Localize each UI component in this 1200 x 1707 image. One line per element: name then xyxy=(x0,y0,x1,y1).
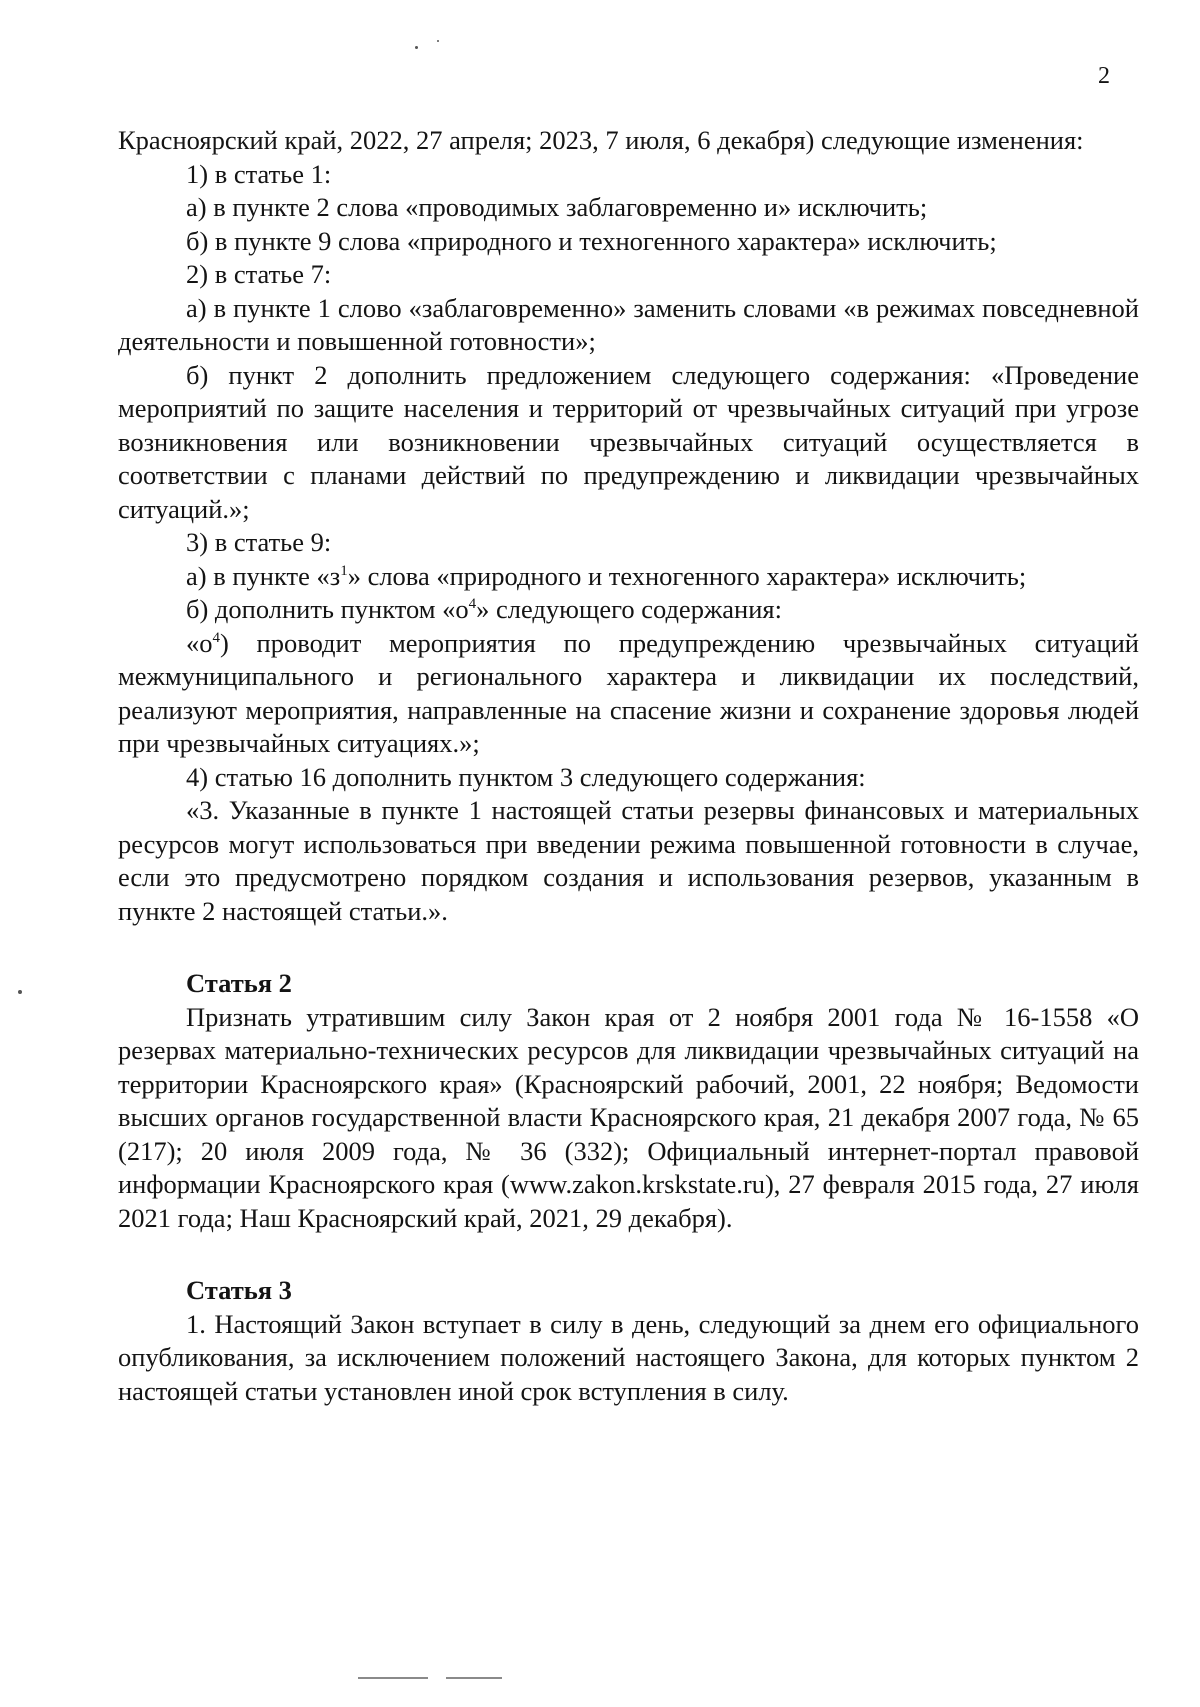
quote-o4: «$о^4$) проводит мероприятия по предупреждению чрезвычайных ситуаций межмуниципального и регионального характера и ликвидации их последствий, реализуют мероприятия, направленные на спасение жизни и сохранение здоровья людей при чрезвычайных ситуациях.»; xyxy=(118,627,1139,758)
article3-heading: Статья 3 xyxy=(186,1275,292,1305)
scan-speck xyxy=(437,40,439,42)
footer-rule xyxy=(446,1677,502,1679)
section-gap xyxy=(118,928,1139,967)
item-4: 4) статью 16 дополнить пунктом 3 следующего содержания: xyxy=(186,761,866,792)
item-3: 3) в статье 9: xyxy=(186,527,332,557)
page-number: 2 xyxy=(1098,63,1110,89)
item-2: 2) в статье 7: xyxy=(186,259,332,289)
document-body xyxy=(118,124,1139,1408)
item-2a: а) в пункте 1 слово «заблаговременно» заменить словами «в режимах повседневной деятельности и повышенной готовности»; xyxy=(118,292,1139,356)
footer-rule xyxy=(358,1677,428,1679)
item-3b: б) дополнить пунктом «$о^4$» следующего содержания: xyxy=(186,594,782,624)
item-2b: б) пункт 2 дополнить предложением следующего содержания: «Проведение мероприятий по защите населения и территорий от чрезвычайных ситуаций при угрозе возникновения или возникновении чрезвычайных ситуаций осуществляется в соответствии с планами действий по предупреждению и ликвидации чрезвычайных ситуаций.»; xyxy=(118,359,1139,524)
article2-heading: Статья 2 xyxy=(186,968,292,998)
item-3a: а) в пункте «$з^1$» слова «природного и техногенного характера» исключить; xyxy=(186,560,1027,591)
article1-lead: Красноярский край, 2022, 27 апреля; 2023, 7 июля, 6 декабря) следующие изменения: xyxy=(118,125,1084,155)
article2-text: Признать утратившим силу Закон края от 2 ноября 2001 года № 16-1558 «О резервах материально-технических ресурсов для ликвидации чрезвычайных ситуаций на территории Красноярского края» (Красноярский рабочий, 2001, 22 ноября; Ведомости высших органов государственной власти Красноярского края, 21 декабря 2007 года, № 65 (217); 20 июля 2009 года, № 36 (332); Официальный интернет-портал правовой информации Красноярского края (www.zakon.krskstate.ru), 27 февраля 2015 года, 27 июля 2021 года; Наш Красноярский край, 2021, 29 декабря). xyxy=(118,1001,1139,1233)
section-gap xyxy=(118,1235,1139,1274)
scan-speck xyxy=(415,46,418,49)
article3-text: 1. Настоящий Закон вступает в силу в день, следующий за днем его официального опубликования, за исключением положений настоящего Закона, для которых пунктом 2 настоящей статьи установлен иной срок вступления в силу. xyxy=(118,1308,1139,1406)
item-1b: б) в пункте 9 слова «природного и техногенного характера» исключить; xyxy=(186,225,997,256)
scan-speck xyxy=(18,990,22,994)
item-1a: а) в пункте 2 слова «проводимых заблаговременно и» исключить; xyxy=(186,192,928,222)
quote-3: «3. Указанные в пункте 1 настоящей статьи резервы финансовых и материальных ресурсов могут использоваться при введении режима повышенной готовности в случае, если это предусмотрено порядком создания и использования резервов, указанным в пункте 2 настоящей статьи.». xyxy=(118,795,1139,926)
item-1: 1) в статье 1: xyxy=(186,158,332,189)
